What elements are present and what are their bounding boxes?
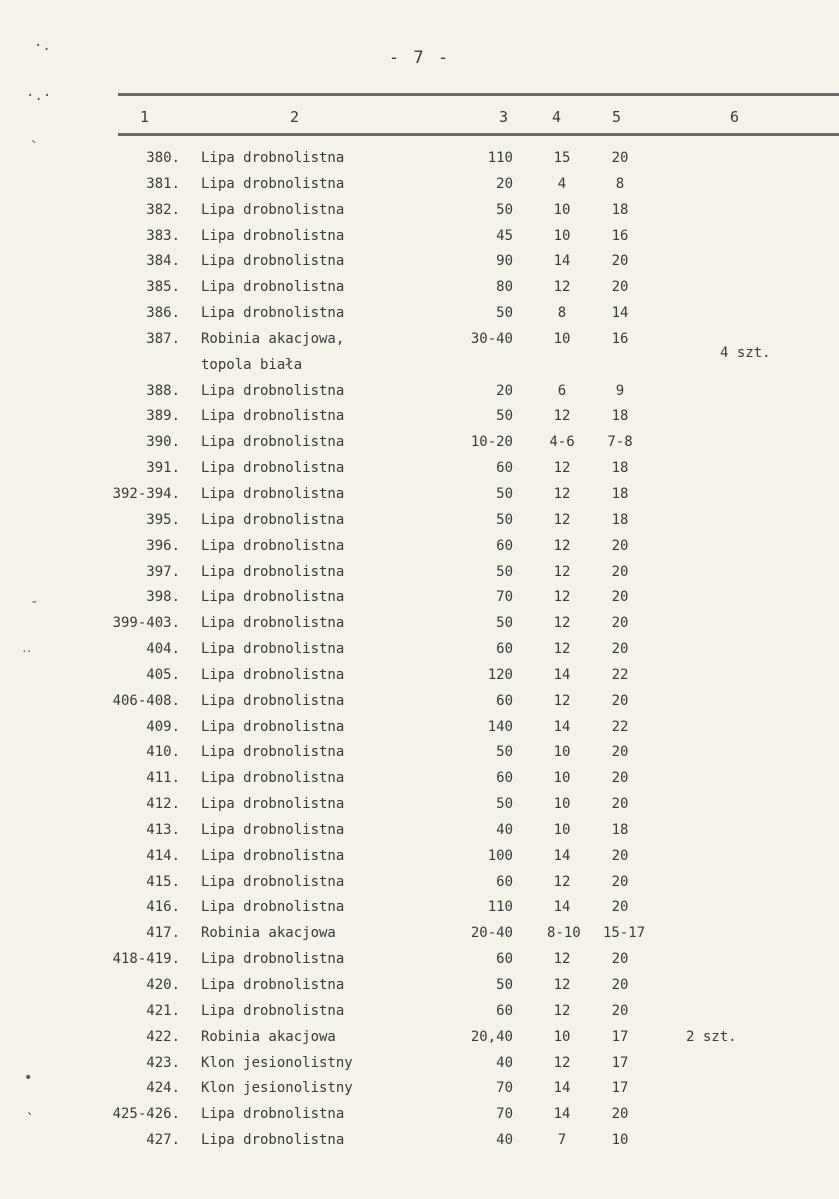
- cell-col-5: 9: [615, 382, 625, 399]
- cell-col-2: Lipa drobnolistna: [201, 563, 345, 580]
- cell-col-1: 385.: [146, 279, 180, 296]
- cell-col-5: 20: [611, 977, 629, 993]
- cell-col-5: 22: [611, 666, 629, 683]
- cell-col-1: 406-408.: [112, 692, 180, 709]
- cell-col-4: 7: [557, 1132, 567, 1149]
- cell-col-1: 414.: [146, 847, 180, 864]
- table-row: [0, 819, 839, 845]
- col-header-3: 3: [499, 108, 509, 126]
- cell-col-1: 390.: [146, 434, 180, 451]
- table-header: [0, 108, 839, 130]
- cell-col-2: Lipa drobnolistna: [201, 485, 345, 502]
- cell-col-4: 12: [553, 692, 571, 709]
- page-number: - 7 -: [388, 48, 451, 68]
- cell-col-4: 12: [553, 279, 571, 296]
- cell-col-3: 100: [487, 847, 513, 864]
- cell-col-4: 10: [553, 330, 571, 347]
- cell-col-2: Lipa drobnolistna: [201, 589, 345, 606]
- cell-col-4: 12: [553, 537, 571, 554]
- col-header-5: 5: [612, 108, 622, 126]
- table-row: [0, 638, 839, 664]
- cell-col-3: 60: [496, 873, 513, 890]
- cell-col-4: 12: [553, 615, 571, 632]
- cell-col-2: Lipa drobnolistna: [201, 744, 345, 761]
- table-row: [0, 896, 839, 922]
- cell-col-4: 8: [557, 305, 567, 322]
- cell-col-4: 14: [553, 847, 571, 864]
- cell-col-2: Lipa drobnolistna: [201, 305, 345, 322]
- cell-col-1: 422.: [146, 1028, 180, 1045]
- cell-col-5: 20: [611, 1002, 629, 1019]
- cell-col-4: 8-10: [547, 925, 581, 942]
- cell-col-5: 14: [611, 305, 629, 322]
- cell-col-1: 383.: [146, 227, 180, 244]
- table-row: [0, 1026, 839, 1052]
- cell-col-1: 412.: [146, 796, 180, 813]
- cell-col-2: Robinia akacjowa: [201, 1028, 336, 1045]
- cell-col-2: topola biała: [201, 356, 303, 373]
- cell-col-3: 60: [496, 641, 513, 658]
- cell-col-4: 14: [553, 718, 571, 735]
- cell-col-5: 20: [611, 873, 629, 890]
- cell-col-2: Lipa drobnolistna: [201, 615, 345, 632]
- table-row: [0, 871, 839, 897]
- cell-col-1: 381.: [146, 175, 180, 192]
- cell-col-4: 12: [553, 1002, 571, 1019]
- cell-col-2: Lipa drobnolistna: [201, 537, 345, 554]
- cell-col-5: 18: [611, 460, 629, 477]
- table-row: [0, 380, 839, 406]
- cell-col-2: Lipa drobnolistna: [201, 511, 345, 528]
- table-row: [0, 922, 839, 948]
- cell-col-1: 388.: [146, 382, 180, 399]
- table-row: [0, 741, 839, 767]
- cell-col-3: 20,40: [470, 1028, 513, 1045]
- cell-col-4: 10: [553, 744, 571, 761]
- cell-col-5: 10: [611, 1132, 629, 1149]
- cell-col-5: 20: [611, 899, 629, 916]
- cell-col-4: 12: [553, 511, 571, 528]
- cell-col-4: 12: [553, 1054, 571, 1071]
- cell-col-2: Lipa drobnolistna: [201, 977, 345, 993]
- cell-col-1: 397.: [146, 563, 180, 580]
- cell-col-3: 30-40: [470, 330, 513, 347]
- cell-col-3: 40: [496, 1132, 513, 1149]
- cell-col-5: 20: [611, 770, 629, 787]
- cell-col-3: 120: [487, 666, 513, 683]
- cell-col-4: 10: [553, 796, 571, 813]
- cell-col-3: 60: [496, 1002, 513, 1019]
- cell-col-4: 10: [553, 770, 571, 787]
- cell-col-3: 140: [487, 718, 513, 735]
- cell-col-4: 12: [553, 563, 571, 580]
- table-row: [0, 225, 839, 251]
- table-row: [0, 561, 839, 587]
- cell-col-5: 22: [611, 718, 629, 735]
- cell-col-1: 380.: [146, 150, 180, 166]
- cell-col-3: 110: [487, 150, 513, 166]
- table-row: [0, 405, 839, 431]
- cell-col-1: 382.: [146, 201, 180, 218]
- cell-col-5: 18: [611, 821, 629, 838]
- cell-col-5: 20: [611, 253, 629, 270]
- cell-col-1: 423.: [146, 1054, 180, 1071]
- cell-col-2: Lipa drobnolistna: [201, 175, 345, 192]
- table-row: [0, 1000, 839, 1026]
- cell-col-1: 410.: [146, 744, 180, 761]
- table-body: [0, 147, 839, 1155]
- cell-col-3: 20: [496, 175, 513, 192]
- cell-col-5: 18: [611, 485, 629, 502]
- cell-col-3: 50: [496, 511, 513, 528]
- cell-col-3: 50: [496, 615, 513, 632]
- cell-col-1: 399-403.: [112, 615, 180, 632]
- table-row: [0, 328, 839, 354]
- cell-col-3: 60: [496, 951, 513, 968]
- table-row: [0, 509, 839, 535]
- table-row: [0, 1052, 839, 1078]
- cell-col-3: 40: [496, 1054, 513, 1071]
- cell-col-1: 417.: [146, 925, 180, 942]
- cell-col-6: 2 szt.: [686, 1028, 737, 1045]
- cell-col-4: 15: [553, 150, 571, 166]
- cell-col-1: 387.: [146, 330, 180, 347]
- cell-col-2: Lipa drobnolistna: [201, 150, 345, 166]
- cell-col-4: 12: [553, 873, 571, 890]
- cell-col-4: 10: [553, 201, 571, 218]
- cell-col-4: 12: [553, 641, 571, 658]
- table-row: [0, 1077, 839, 1103]
- table-row: [0, 199, 839, 225]
- cell-col-4: 12: [553, 951, 571, 968]
- cell-col-4: 4-6: [549, 434, 575, 451]
- cell-col-1: 392-394.: [112, 485, 180, 502]
- row-387-note: 4 szt.: [720, 345, 771, 361]
- table-row: [0, 793, 839, 819]
- cell-col-2: Lipa drobnolistna: [201, 382, 345, 399]
- table-row: [0, 535, 839, 561]
- margin-mark: `: [26, 1112, 35, 1128]
- cell-col-1: 424.: [146, 1080, 180, 1097]
- table-row: [0, 276, 839, 302]
- cell-col-4: 10: [553, 1028, 571, 1045]
- cell-col-4: 12: [553, 485, 571, 502]
- cell-col-5: 8: [615, 175, 625, 192]
- cell-col-5: 20: [611, 796, 629, 813]
- margin-mark: ‥: [22, 640, 32, 656]
- table-row: [0, 690, 839, 716]
- cell-col-4: 4: [557, 175, 567, 192]
- cell-col-4: 14: [553, 253, 571, 270]
- cell-col-5: 15-17: [603, 925, 646, 942]
- cell-col-1: 404.: [146, 641, 180, 658]
- cell-col-2: Lipa drobnolistna: [201, 641, 345, 658]
- cell-col-2: Lipa drobnolistna: [201, 434, 345, 451]
- cell-col-3: 40: [496, 821, 513, 838]
- cell-col-5: 16: [611, 227, 629, 244]
- table-row: [0, 483, 839, 509]
- cell-col-5: 20: [611, 563, 629, 580]
- cell-col-3: 10-20: [470, 434, 513, 451]
- table-row: [0, 612, 839, 638]
- cell-col-2: Klon jesionolistny: [201, 1054, 353, 1071]
- col-header-4: 4: [552, 108, 562, 126]
- cell-col-3: 50: [496, 305, 513, 322]
- cell-col-2: Lipa drobnolistna: [201, 899, 345, 916]
- cell-col-4: 12: [553, 408, 571, 425]
- cell-col-4: 14: [553, 1106, 571, 1123]
- cell-col-2: Robinia akacjowa,: [201, 330, 345, 347]
- cell-col-3: 80: [496, 279, 513, 296]
- table-row: [0, 845, 839, 871]
- cell-col-2: Lipa drobnolistna: [201, 279, 345, 296]
- table-row: [0, 250, 839, 276]
- cell-col-4: 12: [553, 589, 571, 606]
- cell-col-3: 70: [496, 1106, 513, 1123]
- cell-col-2: Lipa drobnolistna: [201, 1002, 345, 1019]
- cell-col-4: 14: [553, 899, 571, 916]
- cell-col-3: 50: [496, 201, 513, 218]
- cell-col-1: 413.: [146, 821, 180, 838]
- cell-col-3: 50: [496, 977, 513, 993]
- table-row: [0, 974, 839, 1000]
- table-row: [0, 716, 839, 742]
- table-row: [0, 457, 839, 483]
- cell-col-2: Lipa drobnolistna: [201, 408, 345, 425]
- cell-col-1: 405.: [146, 666, 180, 683]
- cell-col-5: 20: [611, 641, 629, 658]
- cell-col-3: 50: [496, 796, 513, 813]
- cell-col-1: 420.: [146, 977, 180, 993]
- cell-col-5: 16: [611, 330, 629, 347]
- cell-col-5: 20: [611, 279, 629, 296]
- cell-col-3: 90: [496, 253, 513, 270]
- cell-col-1: 411.: [146, 770, 180, 787]
- table-row: [0, 147, 839, 173]
- cell-col-2: Lipa drobnolistna: [201, 1106, 345, 1123]
- cell-col-5: 18: [611, 408, 629, 425]
- cell-col-3: 50: [496, 563, 513, 580]
- cell-col-2: Lipa drobnolistna: [201, 253, 345, 270]
- cell-col-4: 10: [553, 227, 571, 244]
- cell-col-2: Lipa drobnolistna: [201, 1132, 345, 1149]
- cell-col-1: 421.: [146, 1002, 180, 1019]
- cell-col-4: 14: [553, 1080, 571, 1097]
- cell-col-3: 50: [496, 408, 513, 425]
- cell-col-1: 425-426.: [112, 1106, 180, 1123]
- cell-col-5: 17: [611, 1054, 629, 1071]
- table-row: [0, 664, 839, 690]
- table-row: [0, 1103, 839, 1129]
- cell-col-3: 20-40: [470, 925, 513, 942]
- cell-col-2: Lipa drobnolistna: [201, 666, 345, 683]
- cell-col-1: 391.: [146, 460, 180, 477]
- col-header-1: 1: [140, 108, 150, 126]
- cell-col-3: 50: [496, 485, 513, 502]
- cell-col-2: Lipa drobnolistna: [201, 201, 345, 218]
- cell-col-2: Lipa drobnolistna: [201, 821, 345, 838]
- cell-col-1: 415.: [146, 873, 180, 890]
- cell-col-1: 384.: [146, 253, 180, 270]
- cell-col-5: 20: [611, 744, 629, 761]
- cell-col-5: 20: [611, 537, 629, 554]
- col-header-6: 6: [730, 108, 740, 126]
- table-row: [0, 767, 839, 793]
- cell-col-4: 10: [553, 821, 571, 838]
- cell-col-3: 60: [496, 460, 513, 477]
- col-header-2: 2: [290, 108, 300, 126]
- cell-col-3: 70: [496, 1080, 513, 1097]
- margin-mark: `: [30, 140, 39, 156]
- cell-col-5: 20: [611, 589, 629, 606]
- cell-col-3: 20: [496, 382, 513, 399]
- cell-col-1: 389.: [146, 408, 180, 425]
- cell-col-2: Lipa drobnolistna: [201, 718, 345, 735]
- cell-col-1: 386.: [146, 305, 180, 322]
- table-row: [0, 354, 839, 380]
- cell-col-2: Lipa drobnolistna: [201, 847, 345, 864]
- cell-col-2: Lipa drobnolistna: [201, 770, 345, 787]
- cell-col-1: 398.: [146, 589, 180, 606]
- cell-col-4: 12: [553, 977, 571, 993]
- cell-col-4: 6: [557, 382, 567, 399]
- cell-col-3: 70: [496, 589, 513, 606]
- cell-col-4: 14: [553, 666, 571, 683]
- cell-col-1: 416.: [146, 899, 180, 916]
- cell-col-3: 50: [496, 744, 513, 761]
- cell-col-1: 418-419.: [112, 951, 180, 968]
- cell-col-5: 18: [611, 511, 629, 528]
- margin-mark: -: [30, 594, 39, 610]
- table-row: [0, 431, 839, 457]
- cell-col-2: Lipa drobnolistna: [201, 227, 345, 244]
- cell-col-1: 395.: [146, 511, 180, 528]
- table-row: [0, 586, 839, 612]
- cell-col-3: 60: [496, 770, 513, 787]
- table-row: [0, 173, 839, 199]
- cell-col-5: 7-8: [607, 434, 633, 451]
- cell-col-5: 20: [611, 847, 629, 864]
- table-row: [0, 948, 839, 974]
- cell-col-5: 20: [611, 1106, 629, 1123]
- cell-col-5: 20: [611, 951, 629, 968]
- table-top-rule: [118, 93, 839, 96]
- cell-col-1: 409.: [146, 718, 180, 735]
- cell-col-5: 20: [611, 150, 629, 166]
- margin-mark: •: [24, 1070, 33, 1086]
- cell-col-1: 427.: [146, 1132, 180, 1149]
- cell-col-3: 45: [496, 227, 513, 244]
- cell-col-5: 18: [611, 201, 629, 218]
- cell-col-2: Robinia akacjowa: [201, 925, 336, 942]
- margin-mark: ·.: [34, 38, 51, 54]
- table-header-rule: [118, 133, 839, 136]
- cell-col-5: 20: [611, 692, 629, 709]
- cell-col-3: 110: [487, 899, 513, 916]
- cell-col-5: 17: [611, 1080, 629, 1097]
- cell-col-3: 60: [496, 537, 513, 554]
- cell-col-3: 60: [496, 692, 513, 709]
- table-row: [0, 1129, 839, 1155]
- cell-col-2: Lipa drobnolistna: [201, 460, 345, 477]
- cell-col-1: 396.: [146, 537, 180, 554]
- cell-col-2: Lipa drobnolistna: [201, 796, 345, 813]
- cell-col-5: 20: [611, 615, 629, 632]
- cell-col-2: Klon jesionolistny: [201, 1080, 353, 1097]
- cell-col-4: 12: [553, 460, 571, 477]
- cell-col-2: Lipa drobnolistna: [201, 873, 345, 890]
- cell-col-2: Lipa drobnolistna: [201, 951, 345, 968]
- margin-mark: ·.·: [26, 88, 52, 104]
- cell-col-2: Lipa drobnolistna: [201, 692, 345, 709]
- table-row: [0, 302, 839, 328]
- cell-col-5: 17: [611, 1028, 629, 1045]
